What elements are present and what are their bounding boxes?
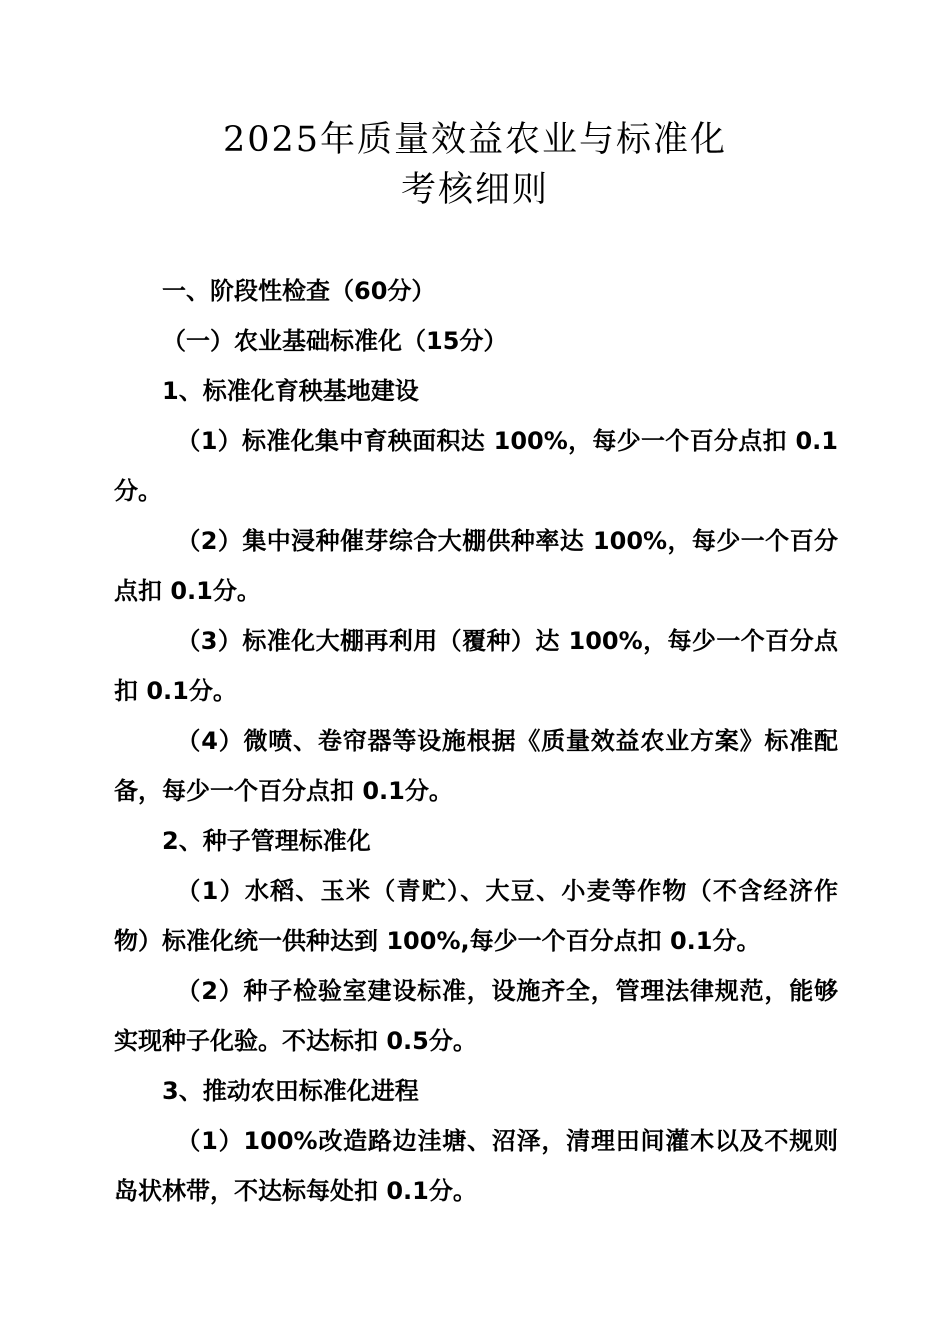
item-heading: 2、种子管理标准化: [162, 827, 371, 855]
paragraph: （1）标准化集中育秧面积达 100%，每少一个百分点扣 0.1分。: [114, 427, 838, 505]
document-body: [114, 266, 838, 1216]
item-heading: 1、标准化育秧基地建设: [162, 377, 419, 405]
section-heading: 一、阶段性检查（60分）: [162, 277, 436, 305]
paragraph: （1）100%改造路边洼塘、沼泽，清理田间灌木以及不规则岛状林带，不达标每处扣 0.1分。: [114, 1127, 838, 1205]
paragraph: （1）水稻、玉米（青贮）、大豆、小麦等作物（不含经济作物）标准化统一供种达到 100%,每少一个百分点扣 0.1分。: [114, 877, 838, 955]
paragraph: （3）标准化大棚再利用（覆种）达 100%，每少一个百分点扣 0.1分。: [114, 627, 838, 705]
paragraph: （2）集中浸种催芽综合大棚供种率达 100%，每少一个百分点扣 0.1分。: [114, 527, 838, 605]
subsection-heading: （一）农业基础标准化（15分）: [162, 327, 508, 355]
document-title-line-2: 考核细则: [400, 170, 549, 210]
item-heading: 3、推动农田标准化进程: [162, 1077, 419, 1105]
document-title-line-1: 2025年质量效益农业与标准化: [222, 120, 728, 160]
paragraph: （2）种子检验室建设标准，设施齐全，管理法律规范，能够实现种子化验。不达标扣 0.5分。: [114, 977, 838, 1055]
paragraph: （4）微喷、卷帘器等设施根据《质量效益农业方案》标准配备，每少一个百分点扣 0.1分。: [114, 727, 838, 805]
